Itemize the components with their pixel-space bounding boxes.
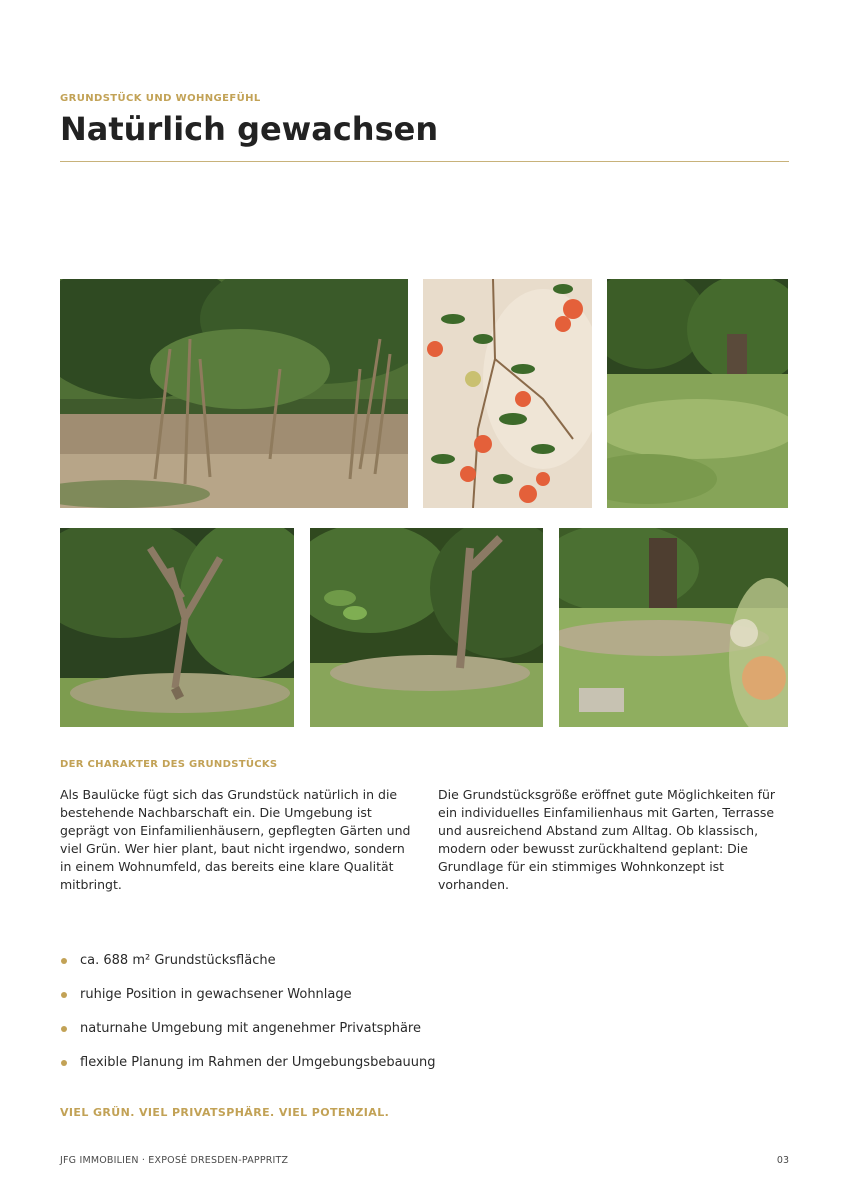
bullet-icon bbox=[61, 958, 67, 964]
list-item bbox=[60, 1019, 436, 1053]
footer-company: JFG IMMOBILIEN · EXPOSÉ DRESDEN-PAPPRITZ bbox=[60, 1155, 289, 1166]
photo-garden-blur bbox=[559, 528, 788, 727]
feature-text: flexible Planung im Rahmen der Umgebungsbebauung bbox=[80, 1055, 436, 1070]
page-eyebrow: GRUNDSTÜCK UND WOHNGEFÜHL bbox=[60, 93, 261, 104]
list-item bbox=[60, 951, 436, 985]
photo-garden-lawn bbox=[607, 279, 788, 508]
tagline: VIEL GRÜN. VIEL PRIVATSPHÄRE. VIEL POTENZIAL. bbox=[60, 1106, 390, 1119]
bullet-icon bbox=[61, 1060, 67, 1066]
page-title: Natürlich gewachsen bbox=[60, 110, 439, 148]
photo-old-tree-center bbox=[310, 528, 543, 727]
feature-list bbox=[60, 951, 436, 1087]
photo-fruit-branch bbox=[423, 279, 592, 508]
photo-grove-trees bbox=[60, 279, 408, 508]
bullet-icon bbox=[61, 1026, 67, 1032]
character-text-left: Als Baulücke fügt sich das Grundstück natürlich in die bestehende Nachbarschaft ein. Die Umgebung ist geprägt von Einfamilienhäusern, gepflegten Gärten und viel Grün. Wer hier plant, baut nicht irgendwo, sondern in einem Wohnumfeld, das bereits eine klare Qualität mitbringt. bbox=[60, 787, 411, 892]
feature-text: ruhige Position in gewachsener Wohnlage bbox=[80, 987, 352, 1002]
character-text-right: Die Grundstücksgröße eröffnet gute Möglichkeiten für ein individuelles Einfamilienhaus mit Garten, Terrasse und ausreichend Abstand zum Alltag. Ob klassisch, modern oder bewusst zurückhaltend geplant: Die Grundlage für ein stimmiges Wohnkonzept ist vorhanden. bbox=[438, 787, 776, 892]
list-item bbox=[60, 985, 436, 1019]
list-item bbox=[60, 1053, 436, 1087]
title-divider bbox=[60, 161, 789, 162]
feature-text: naturnahe Umgebung mit angenehmer Privatsphäre bbox=[80, 1021, 421, 1036]
page-number: 03 bbox=[776, 1155, 789, 1166]
section-label-character: DER CHARAKTER DES GRUNDSTÜCKS bbox=[60, 759, 278, 770]
photo-old-tree-left bbox=[60, 528, 294, 727]
feature-text: ca. 688 m² Grundstücksfläche bbox=[80, 953, 276, 968]
bullet-icon bbox=[61, 992, 67, 998]
